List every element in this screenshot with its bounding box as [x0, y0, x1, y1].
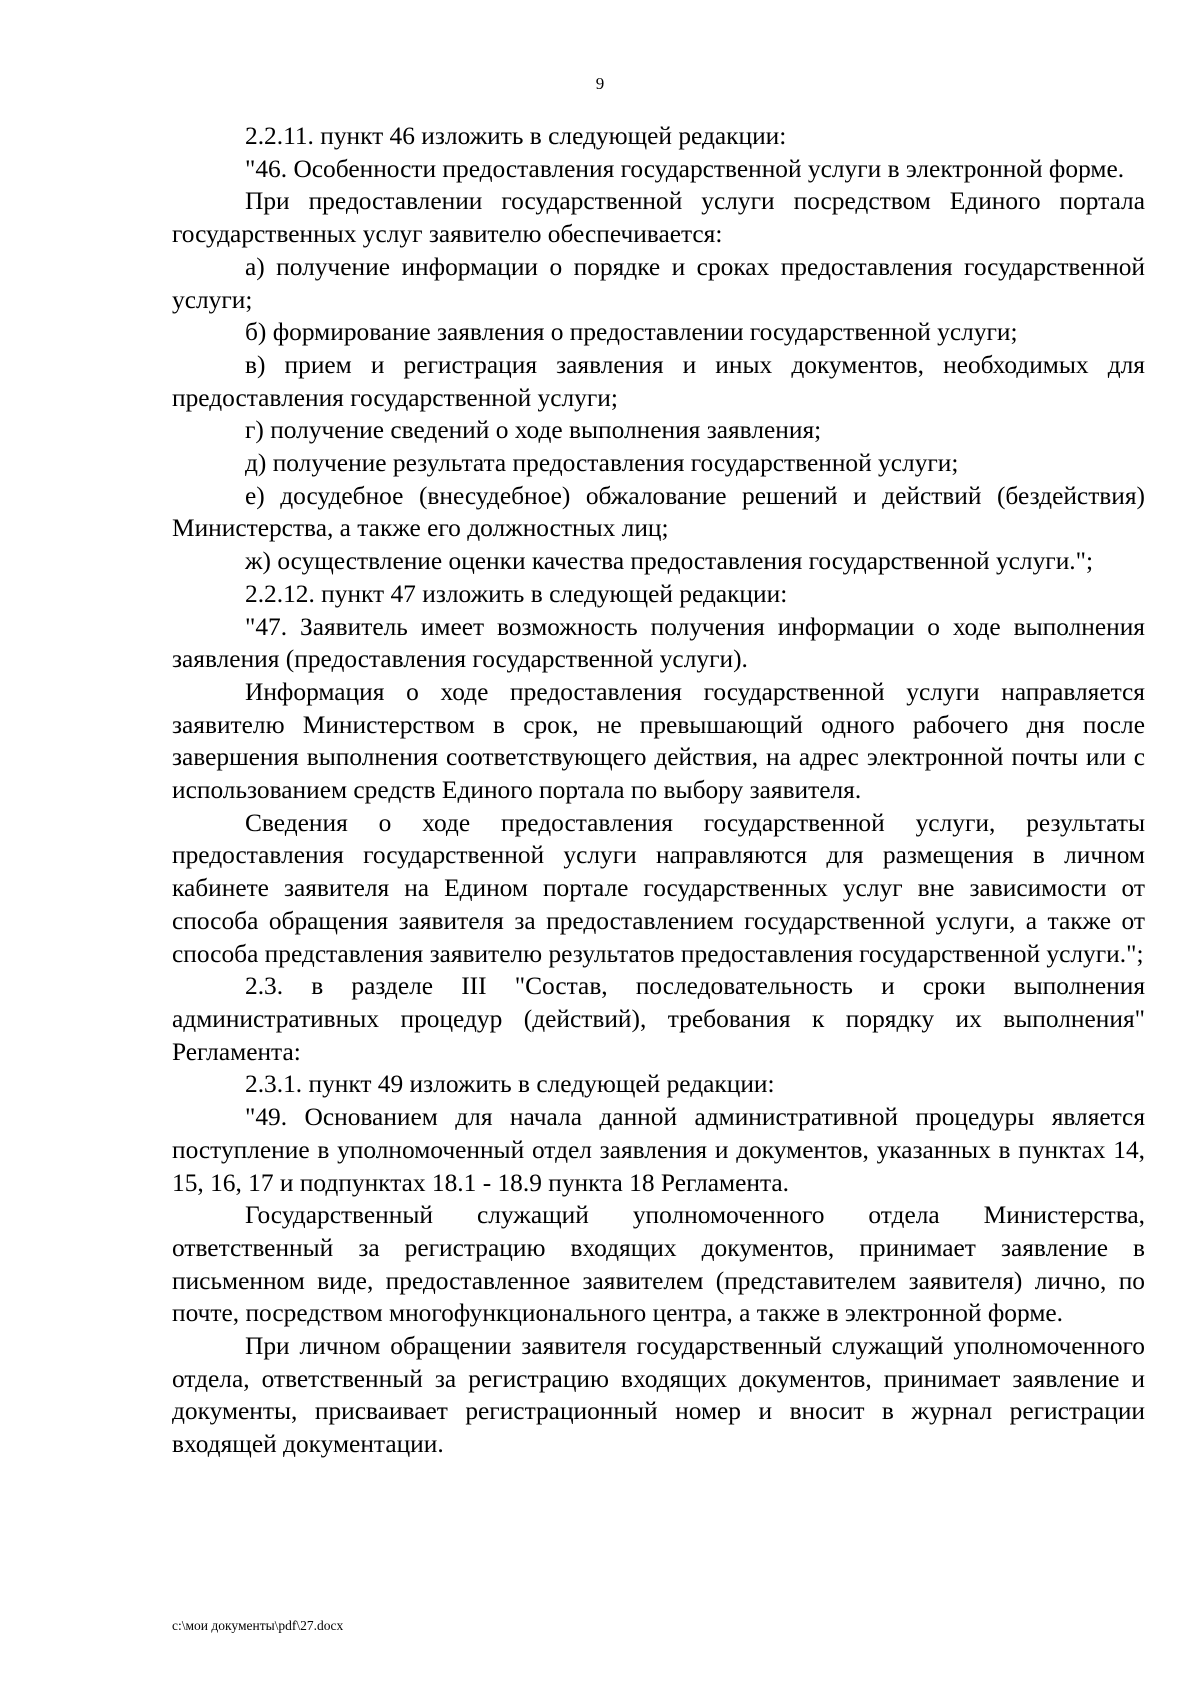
paragraph: Государственный служащий уполномоченного отдела Министерства, ответственный за регистрацию входящих документов, принимает заявление в письменном виде, предоставленное заявителем (представителем заявителя) лично, по почте, посредством многофункционального центра, а также в электронной форме. — [172, 1201, 1145, 1328]
page-number: 9 — [595, 74, 605, 93]
paragraph: "46. Особенности предоставления государственной услуги в электронной форме. — [245, 154, 1125, 183]
paragraph: а) получение информации о порядке и сроках предоставления государственной услуги; — [172, 252, 1145, 314]
paragraph: 2.3. в разделе III "Состав, последовательность и сроки выполнения административных процедур (действий), требования к порядку их выполнения" Регламента: — [172, 972, 1145, 1066]
footer-file-path: c:\мои документы\pdf\27.docx — [172, 1618, 344, 1633]
paragraph: 2.2.11. пункт 46 изложить в следующей редакции: — [245, 122, 787, 150]
paragraph: б) формирование заявления о предоставлении государственной услуги; — [245, 318, 1018, 347]
paragraph: 2.3.1. пункт 49 изложить в следующей редакции: — [245, 1070, 775, 1099]
paragraph: Сведения о ходе предоставления государственной услуги, результаты предоставления государственной услуги направляются для размещения в личном кабинете заявителя на Едином портале государственных услуг вне зависимости от способа обращения заявителя за предоставлением государственной услуги, а также от способа представления заявителю результатов предоставления государственной услуги."; — [172, 808, 1145, 968]
paragraph: е) досудебное (внесудебное) обжалование решений и действий (бездействия) Министерства, а также его должностных лиц; — [172, 481, 1145, 543]
paragraph: "49. Основанием для начала данной административной процедуры является поступление в уполномоченный отдел заявления и документов, указанных в пунктах 14, 15, 16, 17 и подпунктах 18.1 - 18.9 пункта 18 Регламента. — [172, 1103, 1145, 1197]
paragraph: При предоставлении государственной услуги посредством Единого портала государственных услуг заявителю обеспечивается: — [172, 187, 1145, 249]
paragraph: 2.2.12. пункт 47 изложить в следующей редакции: — [245, 579, 788, 608]
paragraph: ж) осуществление оценки качества предоставления государственной услуги."; — [245, 547, 1094, 576]
paragraph: д) получение результата предоставления государственной услуги; — [245, 449, 959, 478]
paragraph: Информация о ходе предоставления государственной услуги направляется заявителю Министерством в срок, не превышающий одного рабочего дня после завершения выполнения соответствующего действия, на адрес электронной почты или с использованием средств Единого портала по выбору заявителя. — [172, 677, 1145, 805]
paragraph: При личном обращении заявителя государственный служащий уполномоченного отдела, ответственный за регистрацию входящих документов, принимает заявление и документы, присваивает регистрационный номер и вносит в журнал регистрации входящей документации. — [172, 1332, 1145, 1459]
paragraph: "47. Заявитель имеет возможность получения информации о ходе выполнения заявления (предоставления государственной услуги). — [172, 612, 1145, 674]
paragraph: г) получение сведений о ходе выполнения заявления; — [245, 416, 822, 445]
document-body — [172, 120, 1145, 1461]
paragraph: в) прием и регистрация заявления и иных документов, необходимых для предоставления государственной услуги; — [172, 350, 1145, 412]
